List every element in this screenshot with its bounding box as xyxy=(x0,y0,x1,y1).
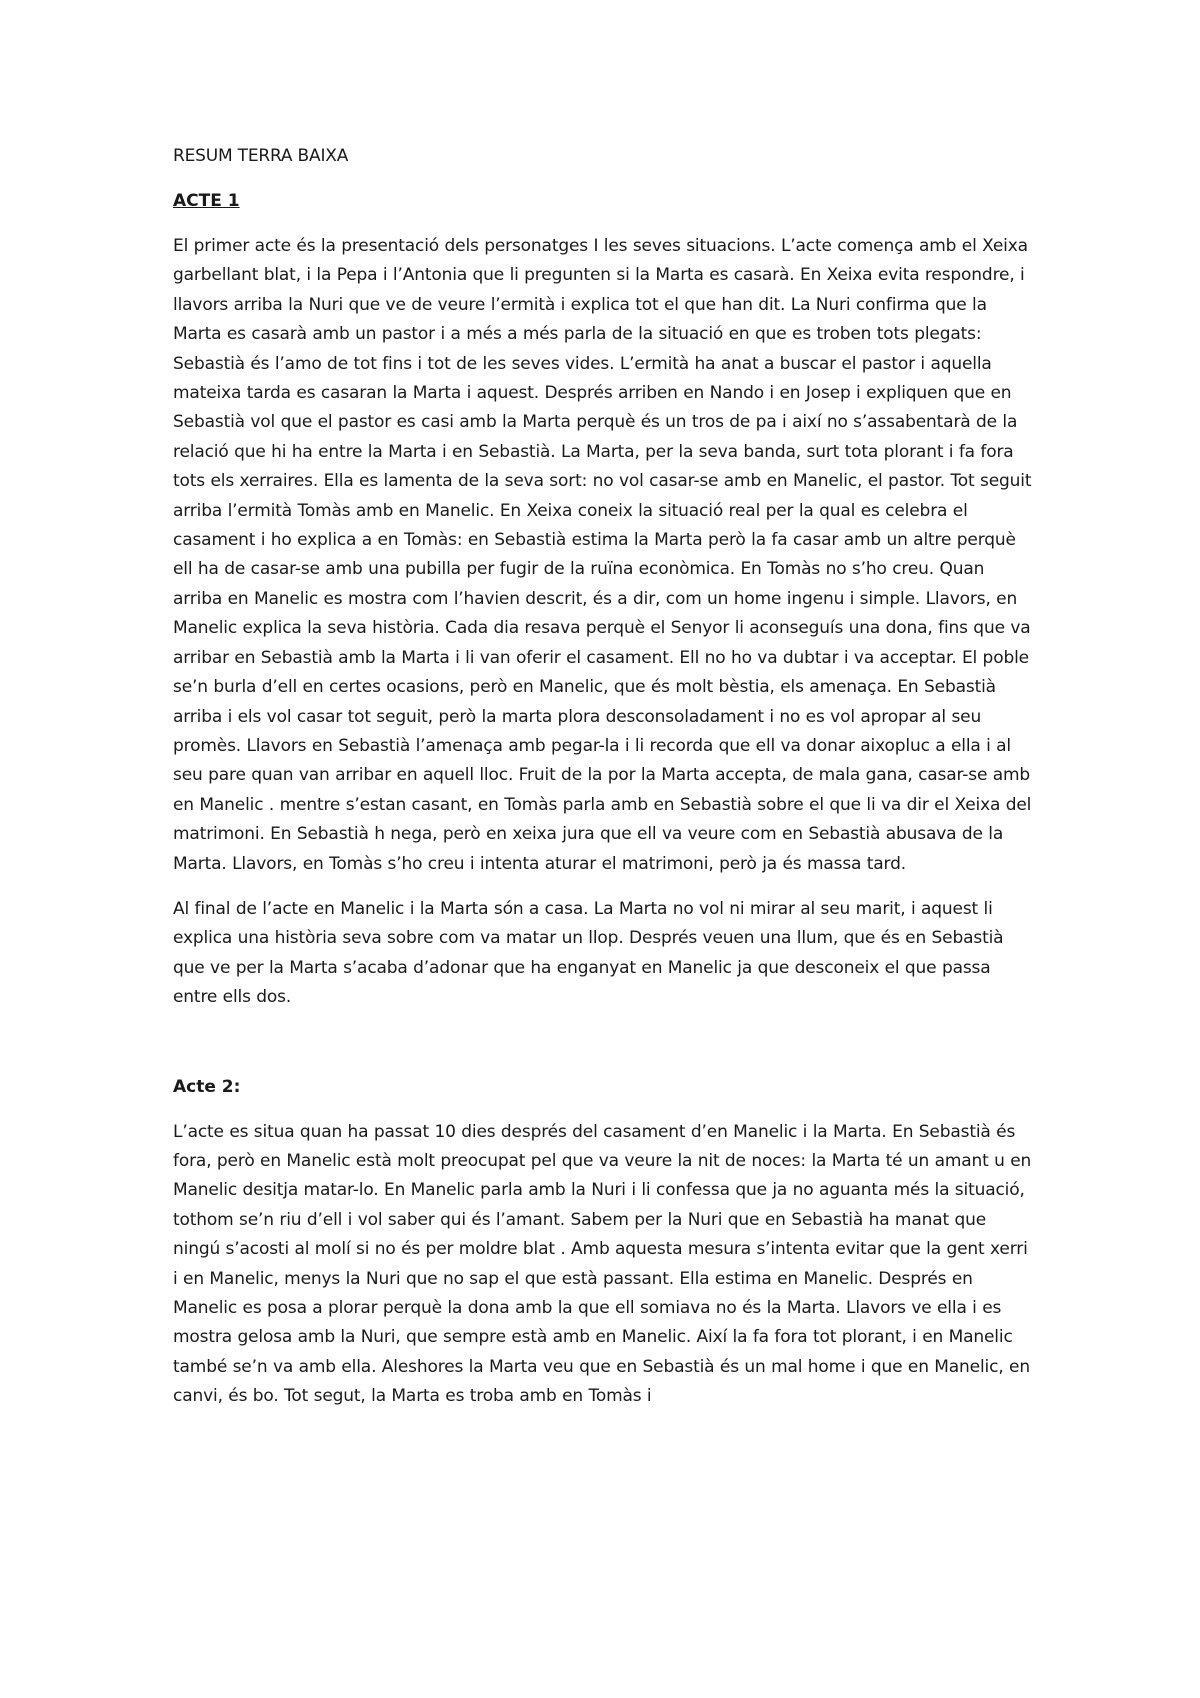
document-page xyxy=(173,142,1033,1428)
section-acte-1 xyxy=(173,187,1033,1013)
section-heading: Acte 2: xyxy=(173,1076,241,1097)
section-heading: ACTE 1 xyxy=(173,191,240,211)
paragraph: L’acte es situa quan ha passat 10 dies després del casament d’en Manelic i la Marta. En Sebastià és fora, però en Manelic està molt preocupat pel que va veure la nit de noces: la Marta té un amant u en Manelic desitja matar-lo. En Manelic parla amb la Nuri i li confessa que ja no aguanta més la situació, tothom se’n riu d’ell i vol saber qui és l’amant. Sabem per la Nuri que en Sebastià ha manat que ningú s’acosti al molí si no és per moldre blat . Amb aquesta mesura s’intenta evitar que la gent xerri i en Manelic, menys la Nuri que no sap el que està passant. Ella estima en Manelic. Després en Manelic es posa a plorar perquè la dona amb la que ell somiava no és la Marta. Llavors ve ella i es mostra gelosa amb la Nuri, que sempre està amb en Manelic. Així la fa fora tot plorant, i en Manelic també se’n va amb ella. Aleshores la Marta veu que en Sebastià és un mal home i que en Manelic, en canvi, és bo. Tot segut, la Marta es troba amb en Tomàs i xyxy=(173,1121,1032,1407)
paragraph: Al final de l’acte en Manelic i la Marta són a casa. La Marta no vol ni mirar al seu marit, i aquest li explica una història seva sobre com va matar un llop. Després veuen una llum, que és en Sebastià que ve per la Marta s’acaba d’adonar que ha enganyat en Manelic ja que desconeix el que passa entre ells dos. xyxy=(173,898,1004,1008)
section-acte-2 xyxy=(173,1073,1033,1412)
paragraph: El primer acte és la presentació dels personatges I les seves situacions. L’acte comença amb el Xeixa garbellant blat, i la Pepa i l’Antonia que li pregunten si la Marta es casarà. En Xeixa evita respondre, i llavors arriba la Nuri que ve de veure l’ermità i explica tot el que han dit. La Nuri confirma que la Marta es casarà amb un pastor i a més a més parla de la situació en que es troben tots plegats: Sebastià és l’amo de tot fins i tot de les seves vides. L’ermità ha anat a buscar el pastor i aquella mateixa tarda es casaran la Marta i aquest. Després arriben en Nando i en Josep i expliquen que en Sebastià vol que el pastor es casi amb la Marta perquè és un tros de pa i així no s’assabentarà de la relació que hi ha entre la Marta i en Sebastià. La Marta, per la seva banda, surt tota plorant i fa fora tots els xerraires. Ella es lamenta de la seva sort: no vol casar-se amb en Manelic, el pastor. Tot seguit arriba l’ermità Tomàs amb en Manelic. En Xeixa coneix la situació real per la qual es celebra el casament i ho explica a en Tomàs: en Sebastià estima la Marta però la fa casar amb un altre perquè ell ha de casar-se amb una pubilla per fugir de la ruïna econòmica. En Tomàs no s’ho creu. Quan arriba en Manelic es mostra com l’havien descrit, és a dir, com un home ingenu i simple. Llavors, en Manelic explica la seva història. Cada dia resava perquè el Senyor li aconseguís una dona, fins que va arribar en Sebastià amb la Marta i li van oferir el casament. Ell no ho va dubtar i va acceptar. El poble se’n burla d’ell en certes ocasions, però en Manelic, que és molt bèstia, els amenaça. En Sebastià arriba i els vol casar tot seguit, però la marta plora desconsoladament i no es vol apropar al seu promès. Llavors en Sebastià l’amenaça amb pegar-la i li recorda que ell va donar aixopluc a ella i al seu pare quan van arribar en aquell lloc. Fruit de la por la Marta accepta, de mala gana, casar-se amb en Manelic . mentre s’estan casant, en Tomàs parla amb en Sebastià sobre el que li va dir el Xeixa del matrimoni. En Sebastià h nega, però en xeixa jura que ell va veure com en Sebastià abusava de la Marta. Llavors, en Tomàs s’ho creu i intenta aturar el matrimoni, però ja és massa tard. xyxy=(173,236,1032,874)
document-title: RESUM TERRA BAIXA xyxy=(173,146,349,166)
section-spacer xyxy=(173,1029,1033,1073)
